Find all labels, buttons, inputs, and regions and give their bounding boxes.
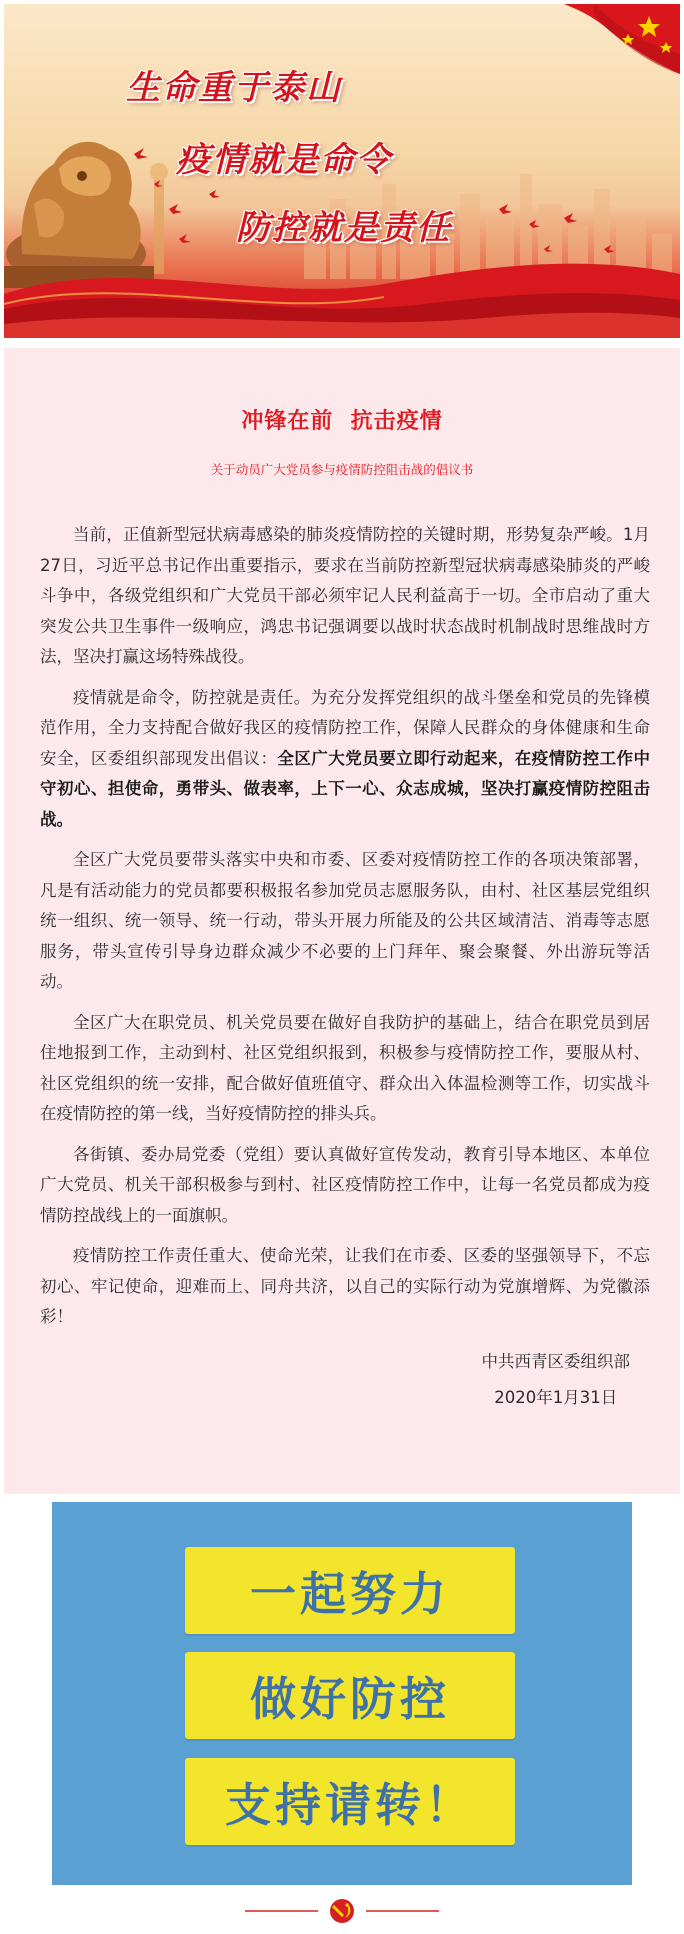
- paragraph-2-emphasis: 全区广大党员要立即行动起来，在疫情防控工作中守初心、担使命，勇带头、做表率，上下一心、众志成城，坚决打赢疫情防控阻击战。: [40, 748, 651, 829]
- banner-slogan-3: 防控就是责任: [236, 208, 452, 248]
- paragraph-3: 全区广大党员要带头落实中央和市委、区委对疫情防控工作的各项决策部署，凡是有活动能力的党员都要积极报名参加党员志愿服务队，由村、社区基层党组织统一组织、统一领导、统一行动，带头开展力所能及的公共区域清洁、消毒等志愿服务，带头宣传引导身边群众减少不必要的上门拜年、聚会聚餐、外出游玩等活动。: [40, 850, 650, 991]
- poster-line-2: 做好防控: [250, 1671, 450, 1726]
- article-subtitle: 关于动员广大党员参与疫情防控阻击战的倡议书: [210, 462, 474, 477]
- poster-plaque-3: [185, 1758, 515, 1845]
- slogan-poster: [52, 1502, 632, 1885]
- paragraph-4: 全区广大在职党员、机关党员要在做好自我防护的基础上，结合在职党员到居住地报到工作，主动到村、社区党组织报到，积极参与疫情防控工作，要服从村、社区党组织的统一安排，配合做好值班值守、群众出入体温检测等工作，切实战斗在疫情防控的第一线，当好疫情防控的排头兵。: [40, 1012, 650, 1123]
- footer-divider: [0, 1896, 684, 1926]
- party-emblem-icon: [330, 1899, 354, 1923]
- paragraph-2-lead: 疫情就是命令，防控就是责任。为充分发挥党组织的战斗堡垒和党员的先锋模范作用，全力支持配合做好我区的疫情防控工作，保障人民群众的身体健康和生命安全，区委组织部现发出倡议：: [40, 687, 650, 768]
- signature-block: [482, 1344, 631, 1416]
- paragraph-2: [40, 683, 650, 836]
- article-title: 冲锋在前 抗击疫情: [241, 409, 443, 434]
- article-card: [4, 348, 680, 1494]
- poster-plaque-2: [185, 1652, 515, 1739]
- header-banner: [4, 4, 680, 338]
- poster-line-1: 一起努力: [250, 1566, 450, 1621]
- lion-statue-icon: [4, 142, 154, 288]
- poster-plaque-1: [185, 1547, 515, 1634]
- paragraph-6: 疫情防控工作责任重大、使命光荣，让我们在市委、区委的坚强领导下，不忘初心、牢记使命，迎难而上、同舟共济，以自己的实际行动为党旗增辉、为党徽添彩！: [40, 1246, 650, 1326]
- paragraph-5: 各街镇、委办局党委（党组）要认真做好宣传发动，教育引导本地区、本单位广大党员、机关干部积极参与到村、社区疫情防控工作中，让每一名党员都成为疫情防控战线上的一面旗帜。: [40, 1144, 650, 1225]
- banner-slogan-1: 生命重于泰山: [126, 68, 342, 108]
- paragraph-1: 当前，正值新型冠状病毒感染的肺炎疫情防控的关键时期，形势复杂严峻。1月27日，习近平总书记作出重要指示，要求在当前防控新型冠状病毒感染肺炎的严峻斗争中，各级党组织和广大党员干部必须牢记人民利益高于一切。全市启动了重大突发公共卫生事件一级响应，鸿忠书记强调要以战时状态战时机制战时思维战时方法，坚决打赢这场特殊战役。: [40, 525, 650, 666]
- banner-slogan-2: 疫情就是命令: [176, 140, 392, 180]
- red-flag-icon: [564, 4, 680, 74]
- signature-org: 中共西青区委组织部: [481, 1352, 630, 1371]
- poster-line-3: 支持请转！: [225, 1777, 475, 1832]
- article-body: [40, 520, 650, 1343]
- signature-date: 2020年1月31日: [494, 1388, 618, 1407]
- tower-icon: [150, 163, 168, 274]
